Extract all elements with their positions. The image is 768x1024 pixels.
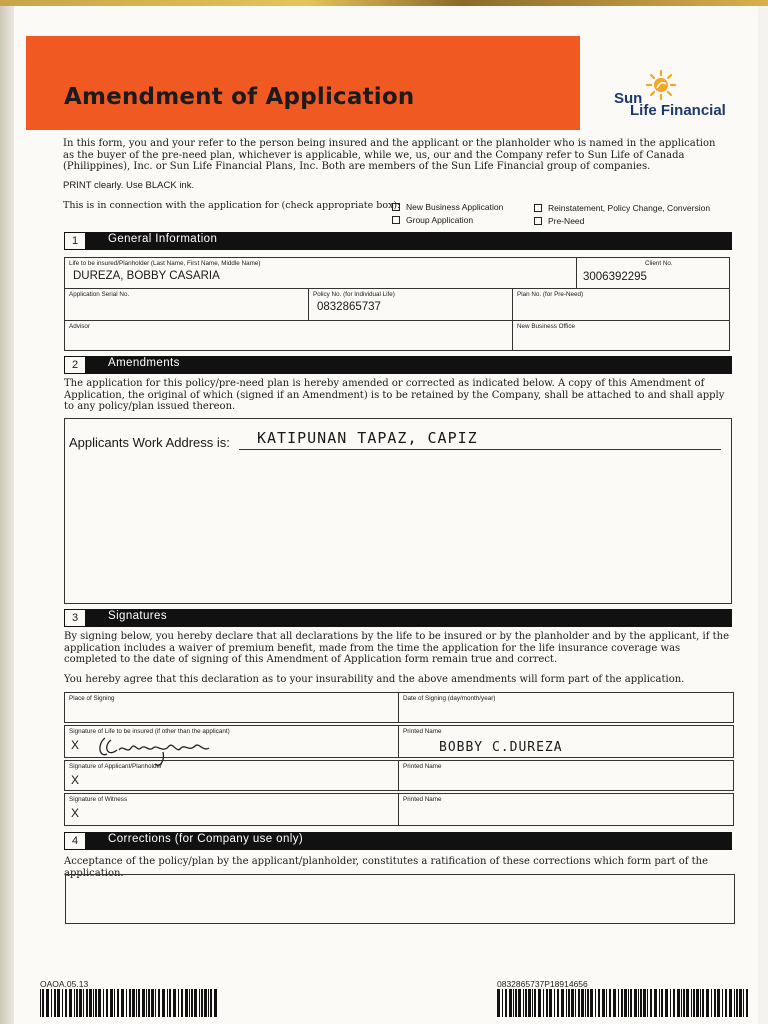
application-serial-field[interactable]: Application Serial No. xyxy=(65,289,309,321)
left-barcode xyxy=(40,989,220,1017)
life-signature-row[interactable] xyxy=(64,725,734,758)
checkbox-icon xyxy=(392,216,400,224)
checkbox-new-business[interactable]: New Business Application xyxy=(392,202,503,212)
logo-text-sun: Sun xyxy=(614,90,643,107)
business-office-field[interactable]: New Business Office xyxy=(517,323,575,330)
section-number: 4 xyxy=(64,832,86,850)
plan-no-field[interactable]: Plan No. (for Pre-Need) xyxy=(513,289,729,321)
printed-name-label: Printed Name xyxy=(403,728,442,735)
barcode-text: 0832865737P18914656 xyxy=(497,979,588,989)
witness-signature-row[interactable] xyxy=(64,793,734,826)
sun-life-logo xyxy=(612,70,732,122)
section-number: 3 xyxy=(64,609,86,627)
form-code: OAOA.05.13 xyxy=(40,979,89,989)
advisor-field[interactable]: Advisor xyxy=(65,321,513,350)
life-signature-label: Signature of Life to be insured (if other than the applicant) xyxy=(69,728,230,735)
right-barcode xyxy=(497,989,751,1017)
signatures-text: By signing below, you hereby declare that all declarations by the life to be insured or by the planholder and by the applicant, if the application includes a waiver of premium benefit, made from the time the application for the life insurance coverage was completed to the date of signing of this Amendment of Application form remain true and correct. xyxy=(64,631,729,665)
intro-text: In this form, you and your refer to the person being insured and the applicant or the planholder who is named in the application as the buyer of the pre-need plan, whichever is applicable, while we, us, our and the Company refer to Sun Life of Canada (Philippines), Inc. or Sun Life Financial Plans, Inc. Both are members of the Sun Life Financial group of companies. xyxy=(63,138,716,172)
connection-text: This is in connection with the application for (check appropriate box): xyxy=(63,200,401,211)
section-4-header xyxy=(64,832,732,850)
section-title: General Information xyxy=(108,233,218,245)
checkbox-icon xyxy=(534,204,542,212)
logo-text-lifefinancial: Life Financial xyxy=(630,102,726,119)
place-label: Place of Signing xyxy=(69,695,115,702)
print-note: PRINT clearly. Use BLACK ink. xyxy=(63,180,195,191)
section-2-header xyxy=(64,356,732,374)
checkbox-icon xyxy=(392,203,400,211)
client-no-value: 3006392295 xyxy=(583,271,647,283)
agree-text: You hereby agree that this declaration as to your insurability and the above amendments will form part of the application. xyxy=(64,674,685,685)
title-banner xyxy=(26,36,580,130)
section-1-header xyxy=(64,232,732,250)
general-info-table xyxy=(64,257,730,351)
applicant-signature-label: Signature of Applicant/Planholder xyxy=(69,763,163,770)
x-mark: X xyxy=(71,806,80,820)
section-number: 2 xyxy=(64,356,86,374)
amendments-box[interactable] xyxy=(64,418,732,604)
x-mark: X xyxy=(71,773,80,787)
section-title: Signatures xyxy=(108,610,167,622)
sun-logo-icon xyxy=(646,70,676,100)
place-date-row xyxy=(64,692,734,723)
applicant-signature-row[interactable] xyxy=(64,760,734,791)
section-3-header xyxy=(64,609,732,627)
policy-no-value: 0832865737 xyxy=(317,301,381,313)
checkbox-group-application[interactable]: Group Application xyxy=(392,215,473,225)
corrections-text: Acceptance of the policy/plan by the applicant/planholder, constitutes a ratification of these corrections which form part of the application. xyxy=(64,856,708,879)
printed-name-handwritten: BOBBY C.DUREZA xyxy=(439,740,563,755)
corrections-box[interactable] xyxy=(65,874,735,924)
policy-no-field[interactable]: Policy No. (for Individual Life) 0832865737 xyxy=(309,289,513,321)
life-insured-field[interactable]: Life to be insured/Planholder (Last Name, First Name, Middle Name) DUREZA, BOBBY CASARIA xyxy=(65,258,577,289)
witness-signature-label: Signature of Witness xyxy=(69,796,128,803)
section-title: Corrections (for Company use only) xyxy=(108,833,304,845)
life-insured-value: DUREZA, BOBBY CASARIA xyxy=(73,270,220,282)
date-label: Date of Signing (day/month/year) xyxy=(403,695,496,702)
section-title: Amendments xyxy=(108,357,180,369)
top-strip xyxy=(0,0,768,6)
work-address-handwritten: KATIPUNAN TAPAZ, CAPIZ xyxy=(257,429,478,447)
client-no-field[interactable]: Client No. 3006392295 xyxy=(577,258,729,289)
checkbox-pre-need[interactable]: Pre-Need xyxy=(534,216,584,226)
printed-name-label: Printed Name xyxy=(403,796,442,803)
checkbox-reinstatement[interactable]: Reinstatement, Policy Change, Conversion xyxy=(534,203,710,213)
x-mark: X xyxy=(71,738,80,752)
printed-name-label: Printed Name xyxy=(403,763,442,770)
amendments-text: The application for this policy/pre-need plan is hereby amended or corrected as indicated below. A copy of this Amendment of Application, the original of which (signed if an Amendment) is to be retained by the Company, shall be attached to and shall apply to any policy/plan issued thereon. xyxy=(64,378,725,412)
checkbox-icon xyxy=(534,217,542,225)
section-number: 1 xyxy=(64,232,86,250)
work-address-line xyxy=(239,449,721,450)
paper-edge xyxy=(0,0,14,1024)
form-title: Amendment of Application xyxy=(64,84,415,110)
work-address-label: Applicants Work Address is: xyxy=(69,435,230,450)
